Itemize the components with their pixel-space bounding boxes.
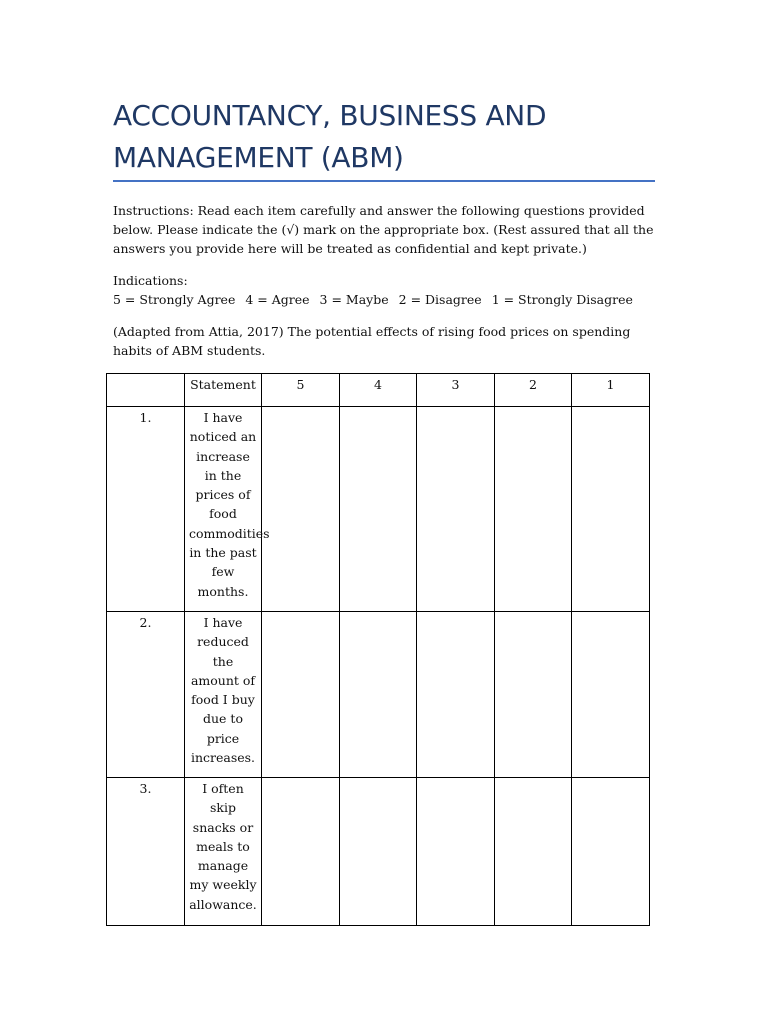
indications-heading: Indications: (113, 273, 188, 288)
rating-box-2[interactable] (495, 778, 572, 926)
scale-4-label: 4 = Agree (245, 292, 310, 307)
rating-box-2[interactable] (495, 407, 572, 612)
indications-block (113, 271, 658, 309)
scale-1-label: 1 = Strongly Disagree (491, 292, 633, 307)
header-rating-4: 4 (340, 374, 417, 407)
row-statement: I have noticed an increase in the prices of food commodities in the past few months. (185, 407, 262, 612)
table-row (107, 778, 650, 926)
rating-box-1[interactable] (572, 612, 650, 778)
table-row (107, 407, 650, 612)
rating-box-4[interactable] (340, 612, 417, 778)
row-number: 2. (107, 612, 185, 778)
scale-3-label: 3 = Maybe (319, 292, 389, 307)
rating-box-1[interactable] (572, 778, 650, 926)
scale-5-label: 5 = Strongly Agree (113, 292, 236, 307)
rating-box-1[interactable] (572, 407, 650, 612)
header-number (107, 374, 185, 407)
survey-table (106, 373, 650, 926)
rating-box-3[interactable] (417, 407, 495, 612)
header-rating-2: 2 (495, 374, 572, 407)
title-divider (113, 180, 655, 182)
table-row (107, 612, 650, 778)
rating-scale (113, 290, 658, 309)
rating-box-4[interactable] (340, 407, 417, 612)
rating-box-5[interactable] (262, 407, 340, 612)
rating-box-2[interactable] (495, 612, 572, 778)
row-number: 1. (107, 407, 185, 612)
table-header-row (107, 374, 650, 407)
rating-box-5[interactable] (262, 612, 340, 778)
source-note: (Adapted from Attia, 2017) The potential effects of rising food prices on spending habits of ABM students. (113, 324, 631, 358)
rating-box-4[interactable] (340, 778, 417, 926)
scale-2-label: 2 = Disagree (398, 292, 482, 307)
instructions-text: Instructions: Read each item carefully and answer the following questions provided below. Please indicate the (√) mark on the appropriate box. (Rest assured that all the answers you provide here will be treated as confidential and kept private.) (113, 203, 654, 256)
row-statement: I often skip snacks or meals to manage my weekly allowance. (185, 778, 262, 926)
header-statement: Statement (185, 374, 262, 407)
header-rating-1: 1 (572, 374, 650, 407)
page-title: ACCOUNTANCY, BUSINESS AND MANAGEMENT (ABM) (113, 99, 547, 174)
rating-box-3[interactable] (417, 778, 495, 926)
rating-box-3[interactable] (417, 612, 495, 778)
header-rating-3: 3 (417, 374, 495, 407)
row-number: 3. (107, 778, 185, 926)
header-rating-5: 5 (262, 374, 340, 407)
row-statement: I have reduced the amount of food I buy due to price increases. (185, 612, 262, 778)
rating-box-5[interactable] (262, 778, 340, 926)
